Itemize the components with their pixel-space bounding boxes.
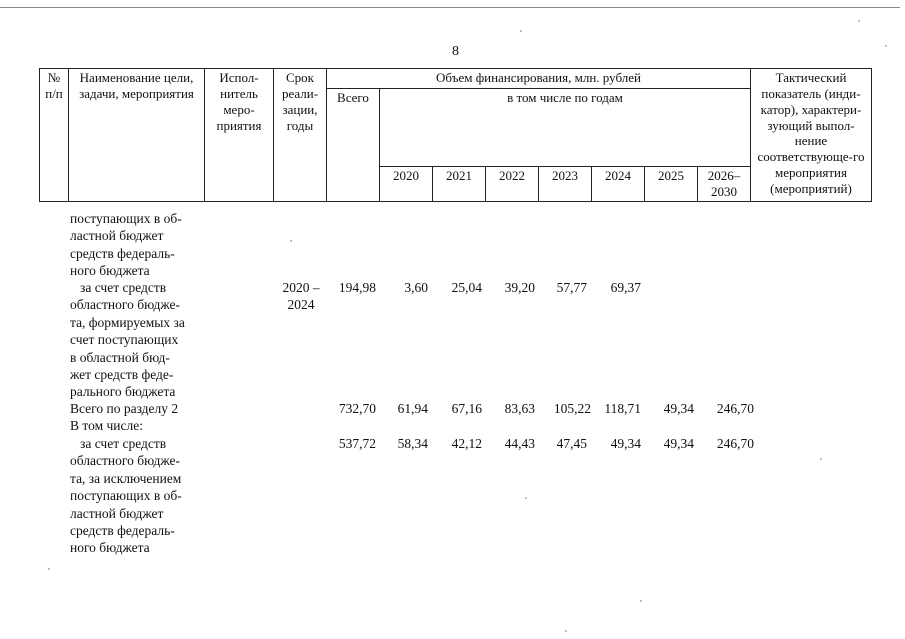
col-financing-header: Объем финансирования, млн. рублей — [327, 69, 751, 89]
year-header: 2023 — [539, 167, 592, 202]
scan-speck — [858, 20, 860, 22]
row-term: 2020 – 2024 — [282, 280, 320, 313]
col-no-header: № п/п — [40, 69, 69, 202]
row-value: 49,34 — [663, 436, 694, 451]
row-value: 61,94 — [397, 401, 428, 416]
row-value: 67,16 — [451, 401, 482, 416]
scan-speck — [520, 30, 522, 32]
row-value: 69,37 — [610, 280, 641, 295]
row-value: 49,34 — [663, 401, 694, 416]
row-value: 246,70 — [716, 401, 754, 416]
row-value: 3,60 — [404, 280, 428, 295]
year-header: 2022 — [486, 167, 539, 202]
scan-top-border — [0, 7, 900, 8]
row-total: 194,98 — [338, 280, 376, 295]
col-total-header: Всего — [327, 89, 380, 202]
year-header: 2021 — [433, 167, 486, 202]
year-header: 2020 — [380, 167, 433, 202]
row-value: 57,77 — [556, 280, 587, 295]
row-value: 47,45 — [556, 436, 587, 451]
row-value: 42,12 — [451, 436, 482, 451]
scan-speck — [820, 458, 822, 460]
row-value: 39,20 — [504, 280, 535, 295]
year-header: 2024 — [592, 167, 645, 202]
col-by-years-header: в том числе по годам — [380, 89, 751, 167]
row-total: 732,70 — [338, 401, 376, 416]
scan-speck — [290, 240, 292, 242]
scan-speck — [565, 630, 567, 632]
page-number: 8 — [452, 44, 459, 59]
year-header: 2025 — [645, 167, 698, 202]
row-name: за счет средств областного бюдже- та, формируемых за счет поступающих в областной бюд- жет средств феде- рального бюджета — [70, 280, 185, 400]
year-header: 2026– 2030 — [698, 167, 751, 202]
row-value: 58,34 — [397, 436, 428, 451]
row-value: 118,71 — [604, 401, 641, 416]
scan-speck — [525, 497, 527, 499]
scan-speck — [48, 568, 50, 570]
row-name: Всего по разделу 2 — [70, 401, 179, 416]
row-value: 44,43 — [504, 436, 535, 451]
col-name-header: Наименование цели, задачи, мероприятия — [69, 69, 205, 202]
row-value: 83,63 — [504, 401, 535, 416]
col-executor-header: Испол-нитель меро-приятия — [205, 69, 274, 202]
row-value: 105,22 — [553, 401, 591, 416]
row-name: за счет средств областного бюдже- та, за исключением поступающих в об- ластной бюджет средств федераль- ного бюджета — [70, 436, 182, 556]
scan-speck — [640, 600, 642, 602]
col-term-header: Срок реали-зации, годы — [274, 69, 327, 202]
col-indicator-header: Тактический показатель (инди-катор), характери-зующий выпол-нение соответствующе-го мероприятия (мероприятий) — [751, 69, 872, 202]
row-total: 537,72 — [338, 436, 376, 451]
row-name: В том числе: — [70, 418, 143, 433]
row-value: 49,34 — [610, 436, 641, 451]
row-value: 25,04 — [451, 280, 482, 295]
scan-speck — [885, 45, 887, 47]
row-name: поступающих в об- ластной бюджет средств федераль- ного бюджета — [70, 211, 182, 279]
row-value: 246,70 — [716, 436, 754, 451]
table-header — [39, 68, 872, 202]
